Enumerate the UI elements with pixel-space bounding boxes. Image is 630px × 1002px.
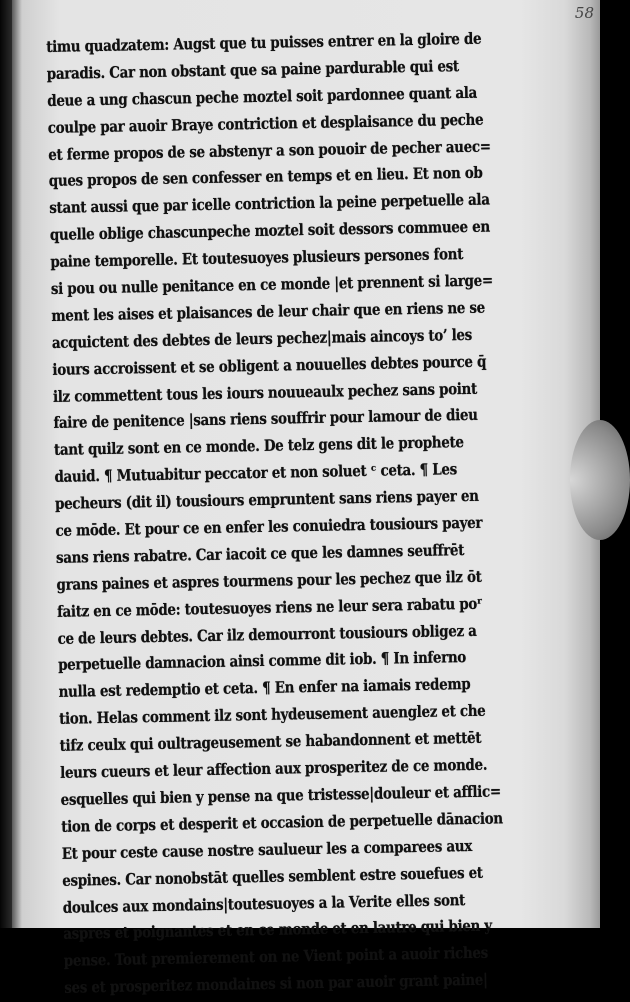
text-line: pense. Tout premierement on ne Vient point a auoir riches (63, 942, 489, 971)
text-line: doulces aux mondains|toutesuoyes a la Verite elles sont (62, 889, 466, 917)
text-line: iours accroissent et se obligent a nouuelles debtes pource q̄ (52, 351, 487, 379)
text-line: paine temporelle. Et toutesuoyes plusieurs persones font (50, 244, 464, 272)
folio-number: 58 (574, 4, 594, 22)
text-line: dauid. ¶ Mutuabitur peccator et non soluet ᶜ ceta. ¶ Les (54, 459, 458, 487)
text-line: grans paines et aspres tourmens pour les pechez que ilz ōt (56, 566, 482, 594)
next-page-edge (570, 420, 630, 540)
text-line: sans riens rabatre. Car iacoit ce que les damnes seuffrēt (55, 539, 465, 567)
text-line: stant aussi que par icelle contriction la peine perpetuelle ala (49, 189, 490, 218)
text-line: tant quilz sont en ce monde. De telz gens dit le prophete (53, 432, 464, 460)
text-line: leurs cueurs et leur affection aux prosperitez de ce monde. (59, 754, 488, 782)
text-line: paradis. Car non obstant que sa paine pardurable qui est (46, 55, 459, 83)
text-line: tifz ceulx qui oultrageusement se habandonnent et mettēt (59, 727, 482, 756)
text-line: quelle oblige chascunpeche moztel soit dessors commuee en (49, 216, 490, 245)
text-line: acquictent des debtes de leurs pechez|mais aincoys to’ les (51, 324, 473, 352)
text-line: ce de leurs debtes. Car ilz demourront tousiours obligez a (57, 620, 477, 648)
text-line: ilz commettent tous les iours nouueaulx pechez sans point (52, 378, 478, 406)
text-line: si pou ou nulle penitance en ce monde |et prennent si large= (50, 270, 493, 298)
text-line: pecheurs (dit il) tousiours empruntent sans riens payer en (54, 485, 479, 514)
text-line: perpetuelle damnacion ainsi comme dit iob. ¶ In inferno (57, 647, 467, 675)
text-line: tion. Helas comment ilz sont hydeusement auenglez et che (58, 700, 486, 729)
text-line: espines. Car nonobstāt quelles semblent estre souefues et (62, 862, 483, 890)
text-line: tion de corps et desperit et occasion de perpetuelle dānacion (61, 808, 503, 836)
text-line: coulpe par auoir Braye contriction et desplaisance du peche (47, 109, 484, 137)
text-line: aspres et poignantes et en ce monde et en lautre qui bien y (63, 915, 493, 944)
text-line: faitz en ce mōde: toutesuoyes riens ne leur sera rabatu poʳ (56, 593, 483, 621)
text-line: ce mōde. Et pour ce en enfer les conuiedra tousiours payer (55, 512, 483, 540)
text-line: esquelles qui bien y pense na que tristesse|douleur et afflic= (60, 781, 501, 809)
text-line: ment les aises et plaisances de leur chair que en riens ne se (51, 297, 486, 325)
text-line: nulla est redemptio et ceta. ¶ En enfer na iamais redemp (58, 674, 471, 702)
text-block (46, 24, 574, 1002)
text-line: ques propos de sen confesser en temps et en lieu. Et non ob (48, 163, 483, 191)
text-line: faire de penitence |sans riens souffrir pour lamour de dieu (53, 405, 478, 433)
text-line: ses et prosperitez mondaines si non par auoir grant paine| (64, 969, 488, 997)
text-line: deue a ung chascun peche moztel soit pardonnee quant ala (47, 82, 478, 110)
text-line: et ferme propos de se abstenyr a son pouoir de pecher auec= (48, 136, 491, 164)
text-line: timu quadzatem: Augst que tu puisses entrer en la gloire de (46, 28, 482, 56)
text-line: Et pour ceste cause nostre saulueur les a comparees aux (61, 835, 473, 863)
